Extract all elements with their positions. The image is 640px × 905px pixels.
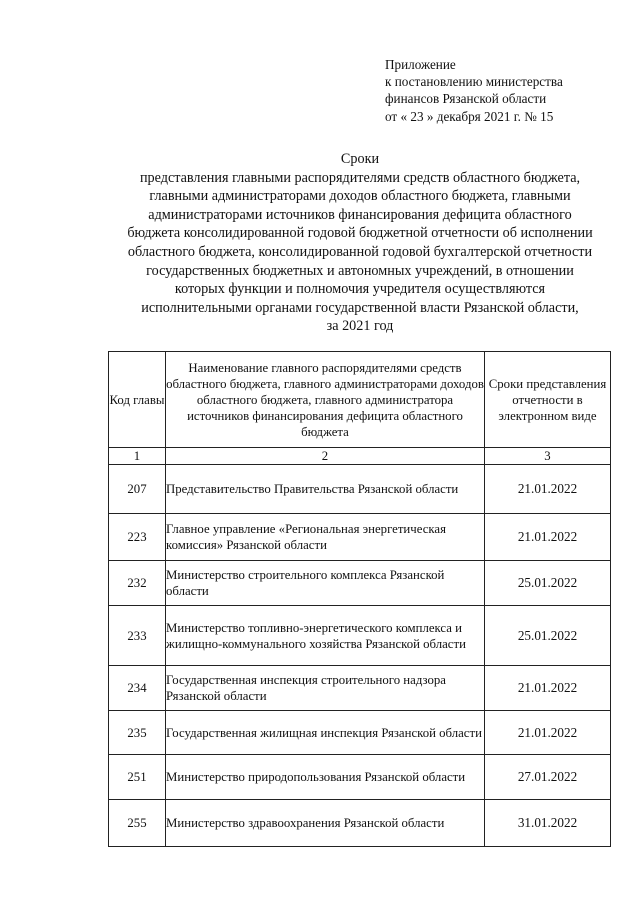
heading-line: государственных бюджетных и автономных учреждений, в отношении: [146, 262, 574, 279]
row-deadline: 31.01.2022: [485, 800, 611, 847]
heading-line: областного бюджета, консолидированной годовой бухгалтерской отчетности: [127, 243, 593, 260]
row-name: Государственная жилищная инспекция Рязанской области: [166, 711, 485, 755]
row-name: Министерство здравоохранения Рязанской области: [166, 800, 485, 847]
heading-line: бюджета консолидированной годовой бюджетной отчетности об исполнении: [127, 225, 593, 242]
row-deadline: 27.01.2022: [485, 755, 611, 800]
heading-line: главными администраторами доходов областного бюджета, главными: [149, 188, 571, 205]
row-name: Министерство топливно-энергетического комплекса и жилищно-коммунального хозяйства Рязанской области: [166, 606, 485, 666]
row-name: Государственная инспекция строительного надзора Рязанской области: [166, 666, 485, 711]
row-code: 232: [109, 561, 166, 606]
table-row: [109, 561, 611, 606]
row-code: 233: [109, 606, 166, 666]
row-code: 234: [109, 666, 166, 711]
row-deadline: 21.01.2022: [485, 465, 611, 514]
table-header-row: [109, 352, 611, 448]
table-row: [109, 755, 611, 800]
row-code: 223: [109, 514, 166, 561]
table-row: [109, 800, 611, 847]
header-name: Наименование главного распорядителями средств областного бюджета, главного администраторами доходов областного бюджета, главного администратора источников финансирования дефицита областного бюджета: [166, 352, 485, 448]
row-deadline: 21.01.2022: [485, 514, 611, 561]
heading-line: исполнительными органами государственной власти Рязанской области,: [141, 299, 579, 316]
column-number-row: [109, 448, 611, 465]
document-heading: [80, 150, 640, 336]
row-name: Министерство строительного комплекса Рязанской области: [166, 561, 485, 606]
appendix-line: Приложение: [385, 57, 456, 72]
heading-line: представления главными распорядителями средств областного бюджета,: [139, 169, 581, 186]
heading-line: администраторами источников финансирования дефицита областного: [148, 206, 572, 223]
row-deadline: 21.01.2022: [485, 666, 611, 711]
column-number: 2: [166, 448, 485, 465]
header-deadline: Сроки представления отчетности в электронном виде: [485, 352, 611, 448]
appendix-line: к постановлению министерства: [385, 74, 563, 90]
row-code: 235: [109, 711, 166, 755]
appendix-line: финансов Рязанской области: [385, 91, 547, 107]
row-code: 207: [109, 465, 166, 514]
row-deadline: 25.01.2022: [485, 561, 611, 606]
row-code: 251: [109, 755, 166, 800]
table-row: [109, 666, 611, 711]
row-name: Главное управление «Региональная энергетическая комиссия» Рязанской области: [166, 514, 485, 561]
row-name: Представительство Правительства Рязанской области: [166, 465, 485, 514]
header-code: Код главы: [109, 352, 166, 448]
heading-line: за 2021 год: [326, 318, 394, 335]
table-row: [109, 711, 611, 755]
table-row: [109, 606, 611, 666]
heading-title: Сроки: [340, 151, 380, 167]
table-row: [109, 465, 611, 514]
table-row: [109, 514, 611, 561]
column-number: 1: [109, 448, 166, 465]
appendix-block: [385, 56, 625, 125]
row-deadline: 21.01.2022: [485, 711, 611, 755]
appendix-line: от « 23 » декабря 2021 г. № 15: [385, 108, 554, 124]
column-number: 3: [485, 448, 611, 465]
row-code: 255: [109, 800, 166, 847]
row-deadline: 25.01.2022: [485, 606, 611, 666]
heading-line: которых функции и полномочия учредителя осуществляются: [174, 281, 546, 298]
deadlines-table: [108, 351, 611, 847]
row-name: Министерство природопользования Рязанской области: [166, 755, 485, 800]
